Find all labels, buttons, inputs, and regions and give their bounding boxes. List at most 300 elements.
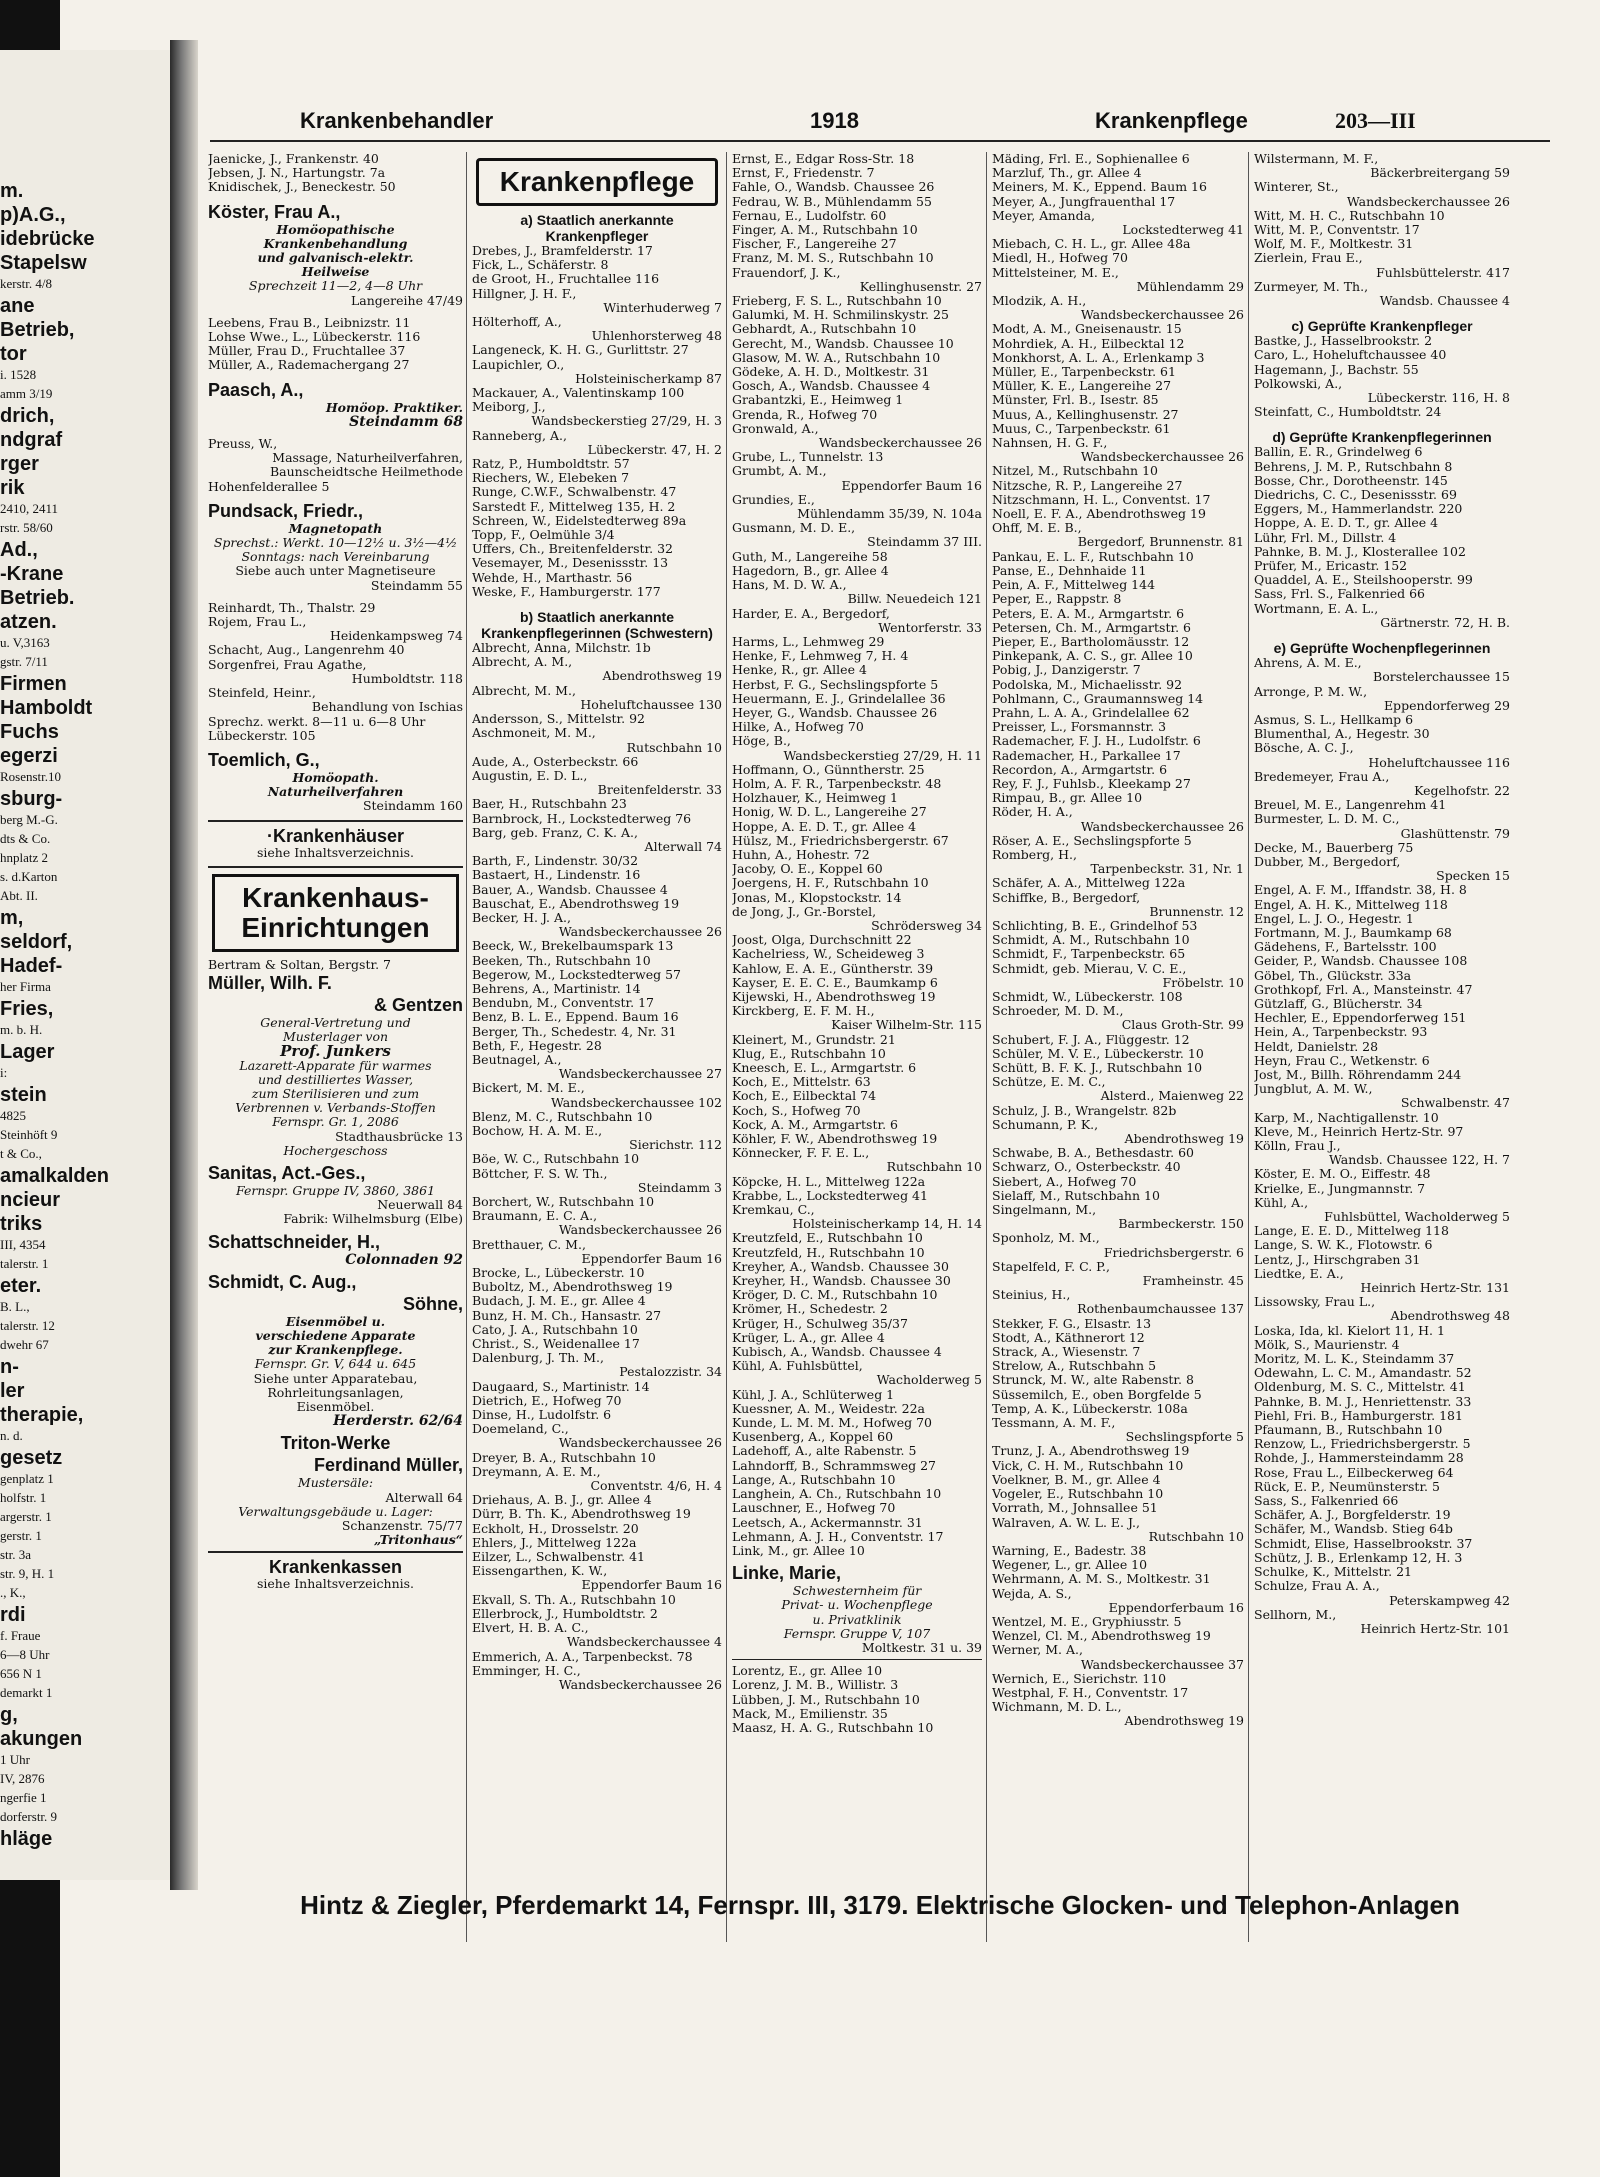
gutter-fragment: 1 Uhr	[0, 1752, 30, 1767]
list-item: Hein, A., Tarpenbeckstr. 93	[1254, 1025, 1428, 1040]
list-item: Harder, E. A., Bergedorf,	[732, 606, 890, 621]
list-item: Nitzschmann, H. L., Conventst. 17	[992, 492, 1211, 507]
list-item: Heyer, G., Wandsb. Chaussee 26	[732, 705, 938, 720]
toemlich-line: Naturheilverfahren	[267, 785, 404, 800]
list-item: Hechler, E., Eppendorferweg 151	[1254, 1011, 1467, 1026]
gutter-fragment: Betrieb,	[0, 319, 75, 341]
list-item: Beeken, Th., Rutschbahn 10	[472, 953, 651, 968]
list-item: Piehl, Fri. B., Hamburgerstr. 181	[1254, 1408, 1463, 1423]
gutter-fragment: ane	[0, 295, 35, 317]
list-item: Drebes, J., Bramfelderstr. 17	[472, 244, 653, 258]
schmidt-line: Eisenmöbel u.	[285, 1314, 386, 1329]
schmidt-line: Rohrleitungsanlagen,	[267, 1385, 404, 1400]
section-d-entries	[1254, 445, 1510, 630]
list-item: Ernst, E., Edgar Ross-Str. 18	[732, 152, 915, 166]
list-item: Kremkau, C.,	[732, 1203, 815, 1218]
mueller-line: General-Vertretung und	[260, 1015, 411, 1030]
list-item: Engel, A. F. M., Iffandstr. 38, H. 8	[1254, 883, 1467, 898]
list-item: Pieper, E., Bartholomäusstr. 12	[992, 634, 1190, 649]
list-item: Alterwall 74	[644, 839, 722, 854]
list-item: Pahnke, B. M. J., Klosterallee 102	[1254, 544, 1466, 559]
gutter-fragment: rik	[0, 477, 25, 499]
paasch-line: Steindamm 68	[349, 414, 463, 430]
gutter-fragment: gerstr. 1	[0, 1528, 42, 1543]
list-item: Muus, C., Tarpenbeckstr. 61	[992, 421, 1171, 436]
mueller-line: Hochergeschoss	[283, 1143, 388, 1158]
gutter-fragment: berg M.-G.	[0, 812, 58, 827]
gutter-fragment: Fuchs	[0, 721, 59, 743]
entry-pundsack: Pundsack, Friedr.,	[208, 500, 364, 521]
list-item: Schwalbenstr. 47	[1400, 1096, 1510, 1111]
list-item: Glashüttenstr. 79	[1400, 826, 1510, 841]
list-item: Köster, E. M. O., Eiffestr. 48	[1254, 1167, 1431, 1182]
list-item: Rutschbahn 10	[886, 1160, 982, 1175]
list-item: Grenda, R., Hofweg 70	[732, 407, 878, 422]
list-item: Lockstedterweg 41	[1122, 223, 1244, 238]
list-item: Hülsz, M., Friedrichsbergerstr. 67	[732, 833, 949, 848]
list-item: Dietrich, E., Hofweg 70	[472, 1393, 622, 1408]
gutter-fragment: rger	[0, 453, 39, 475]
list-item: Heldt, Danielstr. 28	[1254, 1039, 1379, 1054]
column-4-entries	[992, 152, 1244, 1729]
list-item: Lübben, J. M., Rutschbahn 10	[732, 1692, 920, 1707]
list-item: Wernich, E., Sierichstr. 110	[992, 1671, 1167, 1686]
list-item: Elvert, H. B. A. C.,	[472, 1621, 589, 1636]
list-item: Bäckerbreitergang 59	[1370, 166, 1510, 181]
list-item: Albrecht, M. M.,	[472, 683, 576, 698]
gutter-fragment: tor	[0, 343, 27, 365]
list-item: Humboldtstr. 118	[351, 671, 463, 686]
column-3-entries	[732, 152, 982, 1558]
list-item: Riechers, W., Elebeken 7	[472, 471, 630, 486]
header-rule	[210, 140, 1550, 142]
list-item: Karp, M., Nachtigallenstr. 10	[1254, 1110, 1439, 1125]
list-item: Fröbelstr. 10	[1162, 975, 1244, 990]
list-item: Budach, J. M. E., gr. Allee 4	[472, 1294, 646, 1309]
schmidt-line: Eisenmöbel.	[296, 1399, 375, 1414]
list-item: Ahrens, A. M. E.,	[1254, 656, 1362, 671]
list-item: Jonas, M., Klopstockstr. 14	[732, 890, 902, 905]
running-header	[200, 100, 1560, 140]
gutter-fragment: demarkt 1	[0, 1685, 53, 1700]
gutter-fragment: dorferstr. 9	[0, 1809, 58, 1824]
list-item: Dreyer, B. A., Rutschbahn 10	[472, 1450, 656, 1465]
list-item: Gützlaff, G., Blücherstr. 34	[1254, 996, 1423, 1011]
list-item: Aschmoneit, M. M.,	[472, 726, 596, 741]
list-item: Marzluf, Th., gr. Allee 4	[992, 166, 1142, 181]
list-item: Wandsbeckerchaussee 27	[558, 1067, 722, 1082]
list-item: Krüger, H., Schulweg 35/37	[732, 1316, 908, 1331]
list-item: Meyer, A., Jungfrauenthal 17	[992, 194, 1176, 209]
list-item: Mack, M., Emilienstr. 35	[732, 1706, 888, 1721]
list-item: Pankau, E. L. F., Rutschbahn 10	[992, 549, 1194, 564]
list-item: Hagemann, J., Bachstr. 55	[1254, 362, 1419, 377]
list-item: Barmbeckerstr. 150	[1118, 1217, 1244, 1232]
list-item: Grumbt, A. M.,	[732, 464, 827, 479]
toemlich-line: Steindamm 160	[362, 799, 463, 814]
list-item: Fedrau, W. B., Mühlendamm 55	[732, 194, 932, 209]
list-item: Wandsbeckerchaussee 102	[550, 1095, 722, 1110]
gutter-fragment: sburg-	[0, 788, 63, 810]
list-item: Leebens, Frau B., Leibnizstr. 11	[208, 315, 411, 330]
list-item: Buboltz, M., Abendrothsweg 19	[472, 1280, 673, 1295]
list-item: Preuss, W.,	[208, 437, 278, 452]
list-item: Schmidt, Elise, Hasselbrookstr. 37	[1254, 1536, 1473, 1551]
entries-1	[208, 152, 463, 195]
list-item: Böe, W. C., Rutschbahn 10	[472, 1152, 640, 1167]
list-item: Breuel, M. E., Langenrehm 41	[1254, 798, 1447, 813]
list-item: Gärtnerstr. 72, H. B.	[1380, 615, 1510, 630]
list-item: Vesemayer, M., Desenissstr. 13	[472, 556, 669, 571]
list-item: Dubber, M., Bergedorf,	[1254, 854, 1401, 869]
list-item: Ellerbrock, J., Humboldtstr. 2	[472, 1606, 658, 1621]
list-item: Werner, M. A.,	[992, 1643, 1083, 1658]
list-item: Bauschat, E., Abendrothsweg 19	[472, 896, 680, 911]
krankenkassen-note: siehe Inhaltsverzeichnis.	[256, 1577, 415, 1592]
list-item: Winterer, St.,	[1254, 180, 1339, 195]
list-item: Kellinghusenstr. 27	[859, 279, 982, 294]
list-item: Böttcher, F. S. W. Th.,	[472, 1166, 608, 1181]
gutter-fragment: her Firma	[0, 979, 51, 994]
list-item: Barg, geb. Franz, C. K. A.,	[472, 825, 638, 840]
list-item: Massage, Naturheilverfahren,	[272, 451, 463, 466]
gutter-fragment: str. 3a	[0, 1547, 32, 1562]
list-item: Reinhardt, Th., Thalstr. 29	[208, 600, 376, 615]
list-item: Heidenkampsweg 74	[329, 629, 463, 644]
list-item: Peper, E., Rappstr. 8	[992, 592, 1122, 607]
koester-line: Heilweise	[301, 265, 370, 280]
list-item: Galumki, M. H. Schmilinskystr. 25	[732, 308, 949, 323]
gutter-fragment: Ad.,	[0, 539, 38, 561]
list-item: Benz, B. L. E., Eppend. Baum 16	[472, 1010, 679, 1025]
list-item: Wandsbeckerstieg 27/29, H. 11	[783, 748, 982, 763]
box-line: Krankenhaus-	[242, 882, 429, 913]
list-item: Lissowsky, Frau L.,	[1254, 1295, 1376, 1310]
list-item: Kreyher, A., Wandsb. Chaussee 30	[732, 1259, 949, 1274]
list-item: Wandsbeckerchaussee 37	[1080, 1657, 1244, 1672]
koester-line: und galvanisch-elektr.	[257, 251, 414, 266]
list-item: Barnbrock, H., Lockstedterweg 76	[472, 811, 692, 826]
list-item: Albrecht, A. M.,	[472, 655, 573, 670]
list-item: Eckholt, H., Drosselstr. 20	[472, 1521, 639, 1536]
triton-line: „Tritonhaus“	[373, 1533, 463, 1548]
list-item: Müller, E., Tarpenbeckstr. 61	[992, 365, 1176, 380]
list-item: Prüfer, M., Ericastr. 152	[1254, 559, 1408, 574]
list-item: Mackauer, A., Valentinskamp 100	[472, 386, 685, 401]
column-4	[992, 152, 1244, 1942]
list-item: Lühr, Frl. M., Dillstr. 4	[1254, 530, 1397, 545]
list-item: Schütt, B. F. K. J., Rutschbahn 10	[992, 1061, 1203, 1075]
list-item: Muus, A., Kellinghusenstr. 27	[992, 407, 1179, 422]
list-item: Fick, L., Schäferstr. 8	[472, 258, 609, 273]
list-item: Abendrothsweg 19	[602, 669, 722, 684]
list-item: Hagedorn, B., gr. Allee 4	[732, 563, 889, 578]
triton-line: Mustersäle:	[297, 1476, 374, 1491]
gutter-fragment: n. d.	[0, 1428, 23, 1443]
list-item: Noell, E. F. A., Abendrothsweg 19	[992, 507, 1206, 522]
list-item: Kreutzfeld, E., Rutschbahn 10	[732, 1231, 923, 1246]
list-item: Lohse Wwe., L., Lübeckerstr. 116	[208, 330, 421, 345]
list-item: Bauer, A., Wandsb. Chaussee 4	[472, 882, 668, 897]
gutter-fragment: egerzi	[0, 745, 58, 767]
list-item: Rothenbaumchaussee 137	[1077, 1302, 1244, 1317]
list-item: Ehlers, J., Mittelweg 122a	[472, 1535, 637, 1550]
entry-triton: Triton-Werke	[280, 1433, 391, 1454]
list-item: Finger, A. M., Rutschbahn 10	[732, 223, 918, 238]
list-item: Hölterhoff, A.,	[472, 315, 562, 330]
gutter-fragment: -Krane	[0, 563, 64, 585]
list-item: Lehmann, A. J. H., Conventstr. 17	[732, 1529, 944, 1544]
gutter-fragment: u. V,3163	[0, 635, 50, 650]
list-item: Becker, H. J. A.,	[472, 910, 571, 925]
list-item: Schmidt, A. M., Rutschbahn 10	[992, 933, 1190, 948]
list-item: Eggers, M., Hammerlandstr. 220	[1254, 502, 1463, 517]
list-item: Kröger, D. C. M., Rutschbahn 10	[732, 1288, 938, 1303]
list-item: Lübeckerstr. 47, H. 2	[587, 442, 722, 457]
page	[200, 60, 1560, 1960]
gutter-fragment: str. 9, H. 1	[0, 1566, 55, 1581]
toemlich-line: Homöopath.	[292, 770, 379, 785]
entry-paasch: Paasch, A.,	[208, 379, 304, 400]
list-item: Lahndorff, B., Schrammsweg 27	[732, 1458, 936, 1473]
list-item: Arronge, P. M. W.,	[1254, 684, 1368, 699]
list-item: Wandsbeckerchaussee 26	[558, 925, 722, 940]
list-item: Singelmann, M.,	[992, 1203, 1097, 1218]
list-item: Guth, M., Langereihe 58	[732, 549, 888, 564]
list-item: Grundies, E.,	[732, 492, 815, 507]
gutter-fragment: drich,	[0, 405, 55, 427]
list-item: Honig, W. D. L., Langereihe 27	[732, 805, 927, 820]
gutter-fragment: 656 N 1	[0, 1666, 42, 1681]
list-item: Braumann, E. C. A.,	[472, 1209, 598, 1224]
list-item: Ballin, E. R., Grindelweg 6	[1254, 445, 1423, 460]
list-item: Köhler, F. W., Abendrothsweg 19	[732, 1132, 938, 1147]
list-item: Joost, Olga, Durchschnitt 22	[732, 933, 912, 948]
list-item: Diedrichs, C. C., Desenissstr. 69	[1254, 488, 1457, 503]
koester-line: Krankenbehandlung	[263, 236, 408, 251]
list-item: Lange, E. E. D., Mittelweg 118	[1254, 1224, 1449, 1239]
column-5-entries	[1254, 152, 1510, 308]
list-item: Hohenfelderallee 5	[208, 479, 330, 494]
list-item: Mühlendamm 29	[1136, 279, 1244, 294]
list-item: Cato, J. A., Rutschbahn 10	[472, 1322, 638, 1337]
entry-linke: Linke, Marie,	[732, 1563, 842, 1584]
gutter-fragment: dts & Co.	[0, 831, 51, 846]
list-item: Gödeke, A. H. D., Moltkestr. 31	[732, 365, 930, 380]
schmidt-line: Siehe unter Apparatebau,	[253, 1371, 418, 1386]
mueller-line: Verbrennen v. Verbands-Stoffen	[235, 1101, 436, 1116]
list-item: Baunscheidtsche Heilmethode	[269, 465, 463, 480]
list-item: Uhlenhorsterweg 48	[591, 329, 722, 344]
list-item: Hans, M. D. W. A.,	[732, 578, 847, 593]
page-number: 203—III	[1335, 108, 1416, 133]
gutter-fragment: IV, 2876	[0, 1771, 45, 1786]
list-item: Schmidt, W., Lübeckerstr. 108	[992, 989, 1183, 1004]
list-item: Kreyher, H., Wandsb. Chaussee 30	[732, 1274, 951, 1289]
list-item: Laupichler, O.,	[472, 357, 565, 372]
mueller-line: & Gentzen	[373, 994, 463, 1015]
list-item: Steindamm 3	[637, 1180, 722, 1195]
section-a-heading: a) Staatlich anerkannte Krankenpfleger	[520, 212, 674, 244]
list-item: Asmus, S. L., Hellkamp 6	[1254, 712, 1414, 727]
entry-koester: Köster, Frau A.,	[208, 201, 341, 222]
sanitas-line: Fabrik: Wilhelmsburg (Elbe)	[283, 1212, 463, 1227]
list-item: Oldenburg, M. S. C., Mittelstr. 41	[1254, 1380, 1466, 1395]
gutter-fragment: kerstr. 4/8	[0, 276, 52, 291]
list-item: Wandsbeckerchaussee 26	[558, 1223, 722, 1238]
list-item: Romberg, H.,	[992, 847, 1077, 862]
footer-advertisement: Hintz & Ziegler, Pferdemarkt 14, Fernspr. III, 3179. Elektrische Glocken- und Telephon-Anlagen	[300, 1890, 1460, 1920]
linke-line: Schwesternheim für	[792, 1584, 922, 1599]
list-item: Rutschbahn 10	[626, 740, 722, 755]
list-item: Ratz, P., Humboldtstr. 57	[472, 457, 630, 472]
list-item: Schroeder, M. D. M.,	[992, 1004, 1124, 1019]
list-item: Trunz, J. A., Abendrothsweg 19	[992, 1444, 1190, 1459]
triton-line: Schanzenstr. 75/77	[341, 1519, 463, 1533]
list-item: Sass, S., Falkenried 66	[1254, 1494, 1399, 1509]
list-item: Ernst, F., Friedenstr. 7	[732, 166, 875, 181]
list-item: Bochow, H. A. M. E.,	[472, 1123, 603, 1138]
list-item: Augustin, E. D. L.,	[472, 768, 588, 783]
list-item: Pobig, J., Danzigerstr. 7	[992, 663, 1141, 678]
list-item: Dürr, B. Th. K., Abendrothsweg 19	[472, 1507, 691, 1522]
list-item: Wacholderweg 5	[876, 1373, 982, 1388]
column-divider	[466, 152, 467, 1942]
list-item: Joergens, H. F., Rutschbahn 10	[732, 876, 929, 891]
pundsack-line: Siebe auch unter Magnetiseure	[235, 564, 436, 579]
list-item: Warning, E., Badestr. 38	[992, 1543, 1147, 1558]
list-item: Mittelsteiner, M. E.,	[992, 265, 1119, 280]
list-item: Sarstedt F., Mittelweg 135, H. 2	[472, 499, 676, 514]
gutter-fragment: seldorf,	[0, 931, 73, 953]
list-item: Topp, F., Oelmühle 3/4	[472, 528, 615, 543]
list-item: Tarpenbeckstr. 31, Nr. 1	[1090, 862, 1244, 877]
schmidt-line: zur Krankenpflege.	[268, 1343, 403, 1358]
list-item: Hilke, A., Hofweg 70	[732, 720, 864, 735]
gutter-fragment: Fries,	[0, 998, 54, 1020]
list-item: Quaddel, A. E., Steilshooperstr. 99	[1254, 573, 1473, 588]
gutter-fragment: 4825	[0, 1108, 26, 1123]
list-item: Wentorferstr. 33	[878, 620, 982, 635]
list-item: Gebhardt, A., Rutschbahn 10	[732, 322, 917, 337]
list-item: Kühl, J. A., Schlüterweg 1	[732, 1387, 895, 1402]
krankenpflege-box	[476, 158, 718, 206]
list-item: Panse, E., Dehnhaide 11	[992, 563, 1147, 578]
list-item: Jacoby, O. E., Koppel 60	[732, 862, 883, 877]
list-item: Siebert, A., Hofweg 70	[992, 1174, 1137, 1189]
list-item: Miebach, C. H. L., gr. Allee 48a	[992, 237, 1191, 252]
list-item: Borchert, W., Rutschbahn 10	[472, 1195, 655, 1209]
list-item: Nitzel, M., Rutschbahn 10	[992, 464, 1158, 479]
list-item: Eppendorfer Baum 16	[581, 1578, 722, 1593]
list-item: Bastke, J., Hasselbrookstr. 2	[1254, 334, 1433, 349]
list-item: Bretthauer, C. M.,	[472, 1237, 586, 1252]
list-item: Kühl, A. Fuhlsbüttel,	[732, 1359, 863, 1374]
gutter-fragment: III, 4354	[0, 1237, 46, 1252]
gutter-fragment: t & Co.,	[0, 1146, 42, 1161]
gutter-fragment: Lager	[0, 1041, 55, 1063]
column-3	[732, 152, 982, 1942]
list-item: Heuermann, E. J., Grindelallee 36	[732, 691, 946, 706]
list-item: Bastaert, H., Lindenstr. 16	[472, 868, 641, 883]
list-item: Kaiser Wilhelm-Str. 115	[831, 1018, 982, 1033]
list-item: Vogeler, E., Rutschbahn 10	[992, 1487, 1164, 1502]
list-item: Barth, F., Lindenstr. 30/32	[472, 854, 639, 869]
gutter-fragment: m.	[0, 180, 24, 202]
gutter-fragment: atzen.	[0, 611, 57, 633]
gutter-fragment: m,	[0, 907, 24, 929]
list-item: Wandsbeckerchaussee 26	[1346, 194, 1510, 209]
list-item: Hoppe, A. E. D. T., gr. Allee 4	[732, 819, 917, 834]
list-item: Müller, K. E., Langereihe 27	[992, 379, 1172, 394]
list-item: Kunde, L. M. M. M., Hofweg 70	[732, 1416, 932, 1431]
list-item: Frauendorf, J. K.,	[732, 265, 841, 280]
list-item: Bredemeyer, Frau A.,	[1254, 769, 1390, 784]
list-item: Sellhorn, M.,	[1254, 1607, 1337, 1622]
list-item: Decke, M., Bauerberg 75	[1254, 840, 1414, 855]
list-item: Schüler, M. V. E., Lübeckerstr. 10	[992, 1046, 1204, 1061]
column-divider	[1248, 152, 1249, 1942]
list-item: Link, M., gr. Allee 10	[732, 1543, 865, 1558]
entry-bertram: Bertram & Soltan, Bergstr. 7	[208, 957, 391, 972]
list-item: Renzow, L., Friedrichsbergerstr. 5	[1254, 1437, 1471, 1452]
list-item: Beutnagel, A.,	[472, 1052, 562, 1067]
list-item: Bunz, H. M. Ch., Hansastr. 27	[472, 1308, 662, 1323]
list-item: Podolska, M., Michaelisstr. 92	[992, 677, 1183, 692]
list-item: Schiffke, B., Bergedorf,	[992, 890, 1141, 905]
list-item: Bickert, M. M. E.,	[472, 1081, 585, 1096]
linke-line: Fernspr. Gruppe V, 107	[783, 1626, 931, 1641]
list-item: Strelow, A., Rutschbahn 5	[992, 1359, 1157, 1374]
gutter-fragment: Steinhöft 9	[0, 1127, 58, 1142]
list-item: Blumenthal, A., Hegestr. 30	[1254, 727, 1430, 742]
list-item: Mäding, Frl. E., Sophienallee 6	[992, 152, 1190, 166]
list-item: Tessmann, A. M. F.,	[992, 1416, 1116, 1431]
list-item: Rojem, Frau L.,	[208, 615, 307, 630]
list-item: Zurmeyer, M. Th.,	[1254, 279, 1369, 294]
gutter-fragment: Firmen	[0, 673, 67, 695]
list-item: Knidischek, J., Beneckestr. 50	[208, 180, 396, 195]
list-item: Krielke, E., Jungmannstr. 7	[1254, 1181, 1426, 1196]
pundsack-line: Sprechst.: Werkt. 10—12½ u. 3½—4½	[213, 536, 458, 551]
gutter-fragment: ., K.,	[0, 1585, 26, 1600]
list-item: Borstelerchaussee 15	[1373, 670, 1510, 685]
list-item: Schwabe, B. A., Bethesdastr. 60	[992, 1146, 1195, 1161]
list-item: Kölln, Frau J.,	[1254, 1139, 1341, 1153]
list-item: Kusenberg, A., Koppel 60	[732, 1430, 894, 1445]
gutter-fragment: p)A.G.,	[0, 204, 66, 226]
list-item: Schütze, E. M. C.,	[992, 1075, 1106, 1090]
list-item: Fischer, F., Langereihe 27	[732, 237, 897, 252]
list-item: Monkhorst, A. L. A., Erlenkamp 3	[992, 350, 1205, 365]
list-item: Krüger, L. A., gr. Allee 4	[732, 1330, 885, 1345]
entry-mueller: Müller, Wilh. F.	[208, 972, 332, 993]
list-item: Schulke, K., Mittelstr. 21	[1254, 1565, 1412, 1580]
list-item: Steindamm 37 III.	[867, 535, 982, 550]
list-item: Ohff, M. E. B.,	[992, 521, 1082, 536]
list-item: Preisser, L., Forsmannstr. 3	[992, 720, 1167, 735]
mueller-line: zum Sterilisieren und zum	[251, 1086, 420, 1101]
section-b-heading: b) Staatlich anerkannte Krankenpflegerinnen (Schwestern)	[481, 609, 713, 642]
section-d-heading: d) Geprüfte Krankenpflegerinnen	[1272, 429, 1492, 446]
list-item: Kühl, A.,	[1254, 1195, 1309, 1210]
list-item: Klug, E., Rutschbahn 10	[732, 1046, 886, 1061]
list-item: de Jong, J., Gr.-Borstel,	[732, 904, 877, 919]
list-item: Schäfer, A. J., Borgfelderstr. 19	[1254, 1508, 1451, 1523]
list-item: Lauschner, E., Hofweg 70	[732, 1501, 896, 1516]
list-item: Moritz, M. L. K., Steindamm 37	[1254, 1352, 1455, 1367]
list-item: Dreymann, A. E. M.,	[472, 1464, 601, 1479]
